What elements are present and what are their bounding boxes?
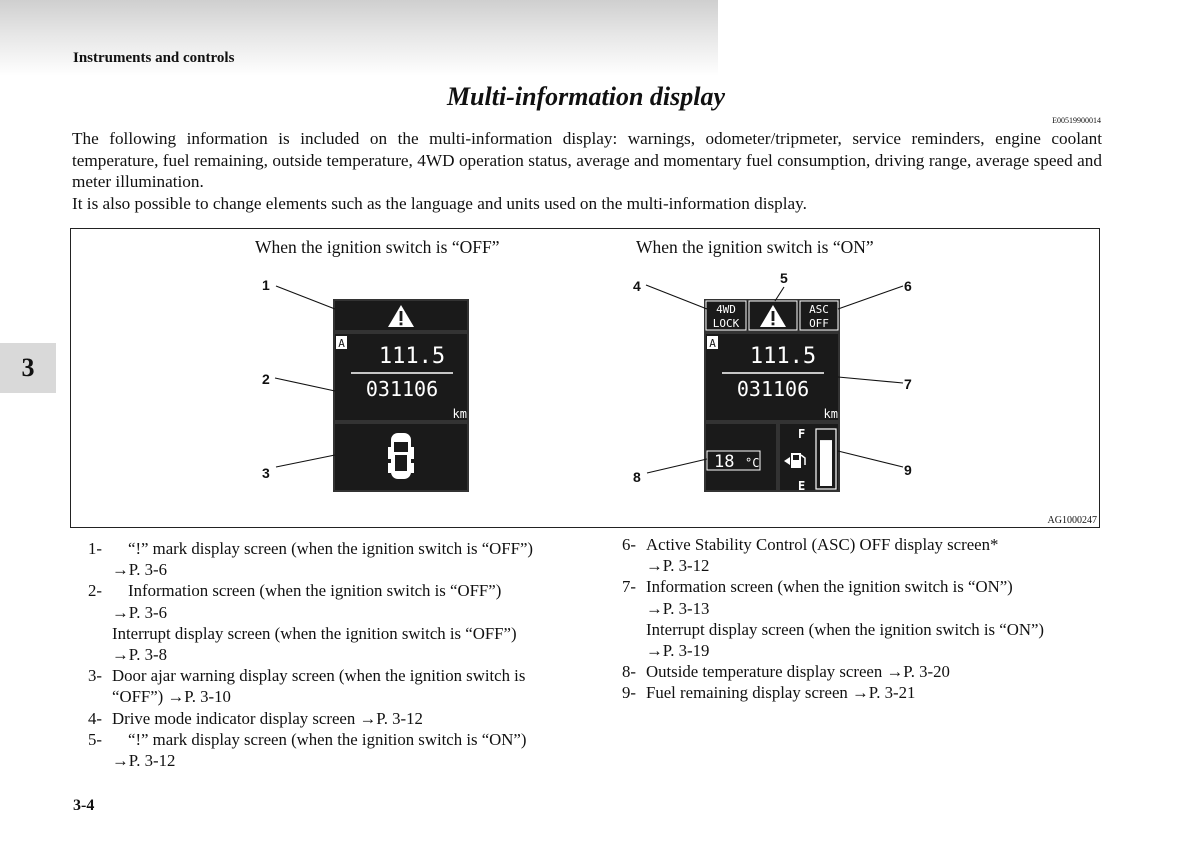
callout-7: 7 bbox=[904, 376, 912, 392]
legend-text: Fuel remaining display screen →P. 3-21 bbox=[646, 683, 916, 703]
legend-ref: →P. 3-12 bbox=[112, 751, 176, 771]
legend-text: Active Stability Control (ASC) OFF display screen* bbox=[646, 535, 999, 554]
trip-letter: A bbox=[709, 337, 716, 350]
callout-8: 8 bbox=[633, 469, 641, 485]
caption-ignition-on: When the ignition switch is “ON” bbox=[636, 237, 874, 257]
legend-item-5 bbox=[88, 729, 564, 771]
on-display bbox=[705, 300, 839, 493]
drive-mode-line1: 4WD bbox=[716, 303, 736, 316]
legend-text: “!” mark display screen (when the ignition switch is “ON”) bbox=[128, 729, 527, 749]
legend-num: 2- bbox=[88, 581, 102, 601]
legend-item-6 bbox=[622, 534, 1100, 576]
intro-paragraph-2: It is also possible to change elements such as the language and units used on the multi-information display. bbox=[72, 193, 807, 213]
drive-mode-line2: LOCK bbox=[712, 317, 740, 330]
callout-1: 1 bbox=[262, 277, 270, 293]
legend-num: 4- bbox=[88, 708, 102, 728]
legend-ref: →P. 3-13 bbox=[646, 598, 710, 618]
unit-label: km bbox=[452, 407, 467, 421]
legend-num: 1- bbox=[88, 539, 102, 558]
legend-item-3 bbox=[88, 665, 564, 707]
car-door-icon bbox=[388, 433, 414, 479]
figure-code: AG1000247 bbox=[1047, 515, 1097, 526]
off-display bbox=[334, 300, 468, 491]
trip-value: 111.5 bbox=[378, 344, 446, 369]
legend-num: 8- bbox=[622, 662, 636, 682]
callout-4: 4 bbox=[633, 278, 641, 294]
legend-text: Door ajar warning display screen (when the ignition switch is “OFF”) →P. 3-10 bbox=[112, 666, 526, 707]
legend-num: 9- bbox=[622, 683, 636, 703]
intro-paragraph-1: The following information is included on the multi-information display: warnings, odometer/tripmeter, service reminders, engine coolant temperature, fuel remaining, outside temperature, 4WD operation status, average and momentary fuel consumption, driving range, average speed and meter illumination. bbox=[72, 129, 1102, 191]
legend-item-9 bbox=[622, 682, 1100, 703]
trip-letter: A bbox=[338, 337, 345, 350]
legend-item-4 bbox=[88, 708, 564, 729]
legend-num: 3- bbox=[88, 666, 102, 686]
chapter-tab: 3 bbox=[0, 343, 56, 393]
callout-3: 3 bbox=[262, 465, 270, 481]
caption-ignition-off: When the ignition switch is “OFF” bbox=[255, 237, 500, 257]
display-diagram bbox=[71, 229, 1101, 529]
display-figure bbox=[70, 228, 1100, 528]
doc-code: E00519900014 bbox=[1052, 116, 1101, 125]
asc-line2: OFF bbox=[809, 317, 829, 330]
callout-6: 6 bbox=[904, 278, 912, 294]
fuel-gauge-fill bbox=[820, 440, 832, 486]
callout-5: 5 bbox=[780, 270, 788, 286]
legend-num: 5- bbox=[88, 729, 102, 749]
temp-unit: °C bbox=[745, 456, 760, 470]
legend-ref: →P. 3-12 bbox=[646, 556, 710, 576]
legend-item-2 bbox=[88, 580, 564, 665]
legend-num: 6- bbox=[622, 535, 636, 554]
intro-text bbox=[72, 128, 1102, 214]
legend-ref: →P. 3-8 bbox=[112, 645, 168, 665]
legend-item-7 bbox=[622, 576, 1100, 661]
legend-text: Outside temperature display screen →P. 3-20 bbox=[646, 662, 950, 682]
legend-item-8 bbox=[622, 661, 1100, 682]
legend-ref: →P. 3-19 bbox=[646, 641, 710, 661]
legend-text: Drive mode indicator display screen →P. 3-12 bbox=[112, 708, 423, 728]
legend-left bbox=[88, 538, 564, 771]
legend-num: 7- bbox=[622, 577, 636, 597]
legend-text: Information screen (when the ignition switch is “ON”) bbox=[646, 577, 1013, 597]
legend-ref: →P. 3-6 bbox=[112, 560, 168, 580]
fuel-empty-label: E bbox=[798, 479, 806, 493]
outside-temp: 18 bbox=[714, 452, 735, 472]
odometer-value: 031106 bbox=[365, 377, 439, 401]
section-label: Instruments and controls bbox=[73, 50, 235, 66]
legend-text: “!” mark display screen (when the ignition switch is “OFF”) bbox=[128, 539, 533, 558]
legend-item-1 bbox=[88, 538, 564, 580]
odometer-value: 031106 bbox=[736, 377, 810, 401]
legend-subtext: Interrupt display screen (when the ignition switch is “ON”) bbox=[646, 619, 1044, 639]
callout-2: 2 bbox=[262, 371, 270, 387]
legend-text: Information screen (when the ignition switch is “OFF”) bbox=[128, 581, 502, 601]
asc-line1: ASC bbox=[809, 303, 829, 316]
trip-value: 111.5 bbox=[749, 344, 817, 369]
page-number: 3-4 bbox=[73, 797, 95, 814]
callout-9: 9 bbox=[904, 462, 912, 478]
fuel-full-label: F bbox=[798, 427, 806, 441]
legend-right bbox=[622, 534, 1100, 704]
page-title: Multi-information display bbox=[446, 82, 726, 111]
legend-subtext: Interrupt display screen (when the ignition switch is “OFF”) bbox=[112, 623, 517, 643]
unit-label: km bbox=[823, 407, 838, 421]
legend-ref: →P. 3-6 bbox=[112, 602, 168, 622]
